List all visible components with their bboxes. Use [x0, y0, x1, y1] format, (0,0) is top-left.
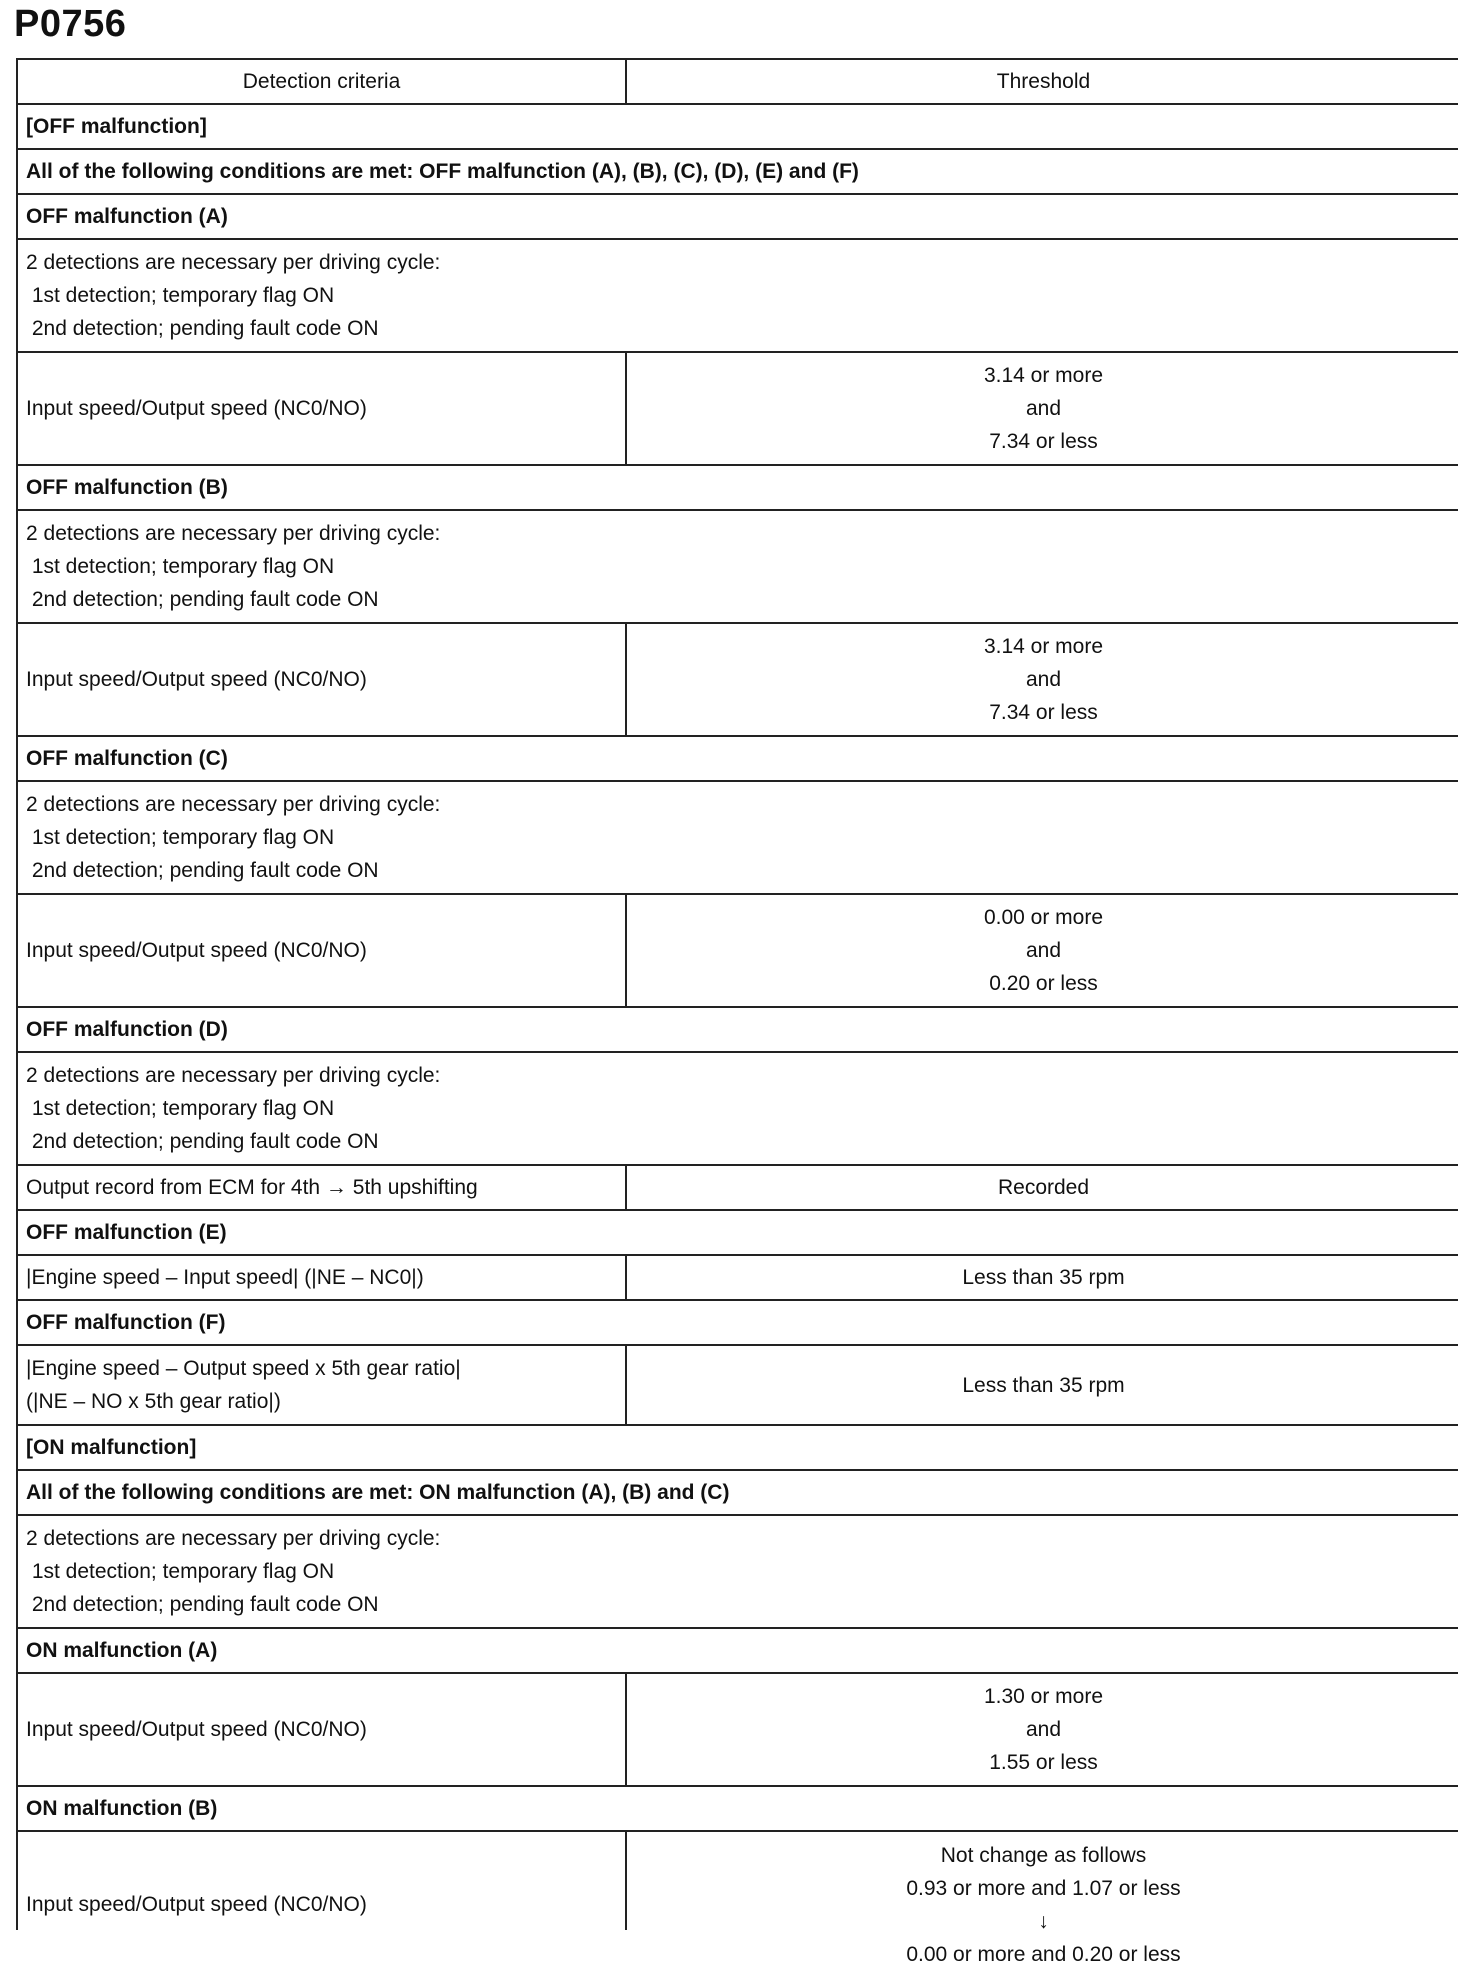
- criteria-cell-line: Input speed/Output speed (NC0/NO): [26, 668, 367, 691]
- threshold-cell-line: Not change as follows: [940, 1843, 1147, 1867]
- threshold-cell-line: Less than 35 rpm: [962, 1266, 1125, 1289]
- threshold-cell-line: and: [1025, 397, 1062, 420]
- section-header: OFF malfunction (A): [18, 195, 1460, 238]
- threshold-cell-line: and: [1025, 668, 1062, 691]
- threshold-cell-line: 0.93 or more and 1.07 or less: [906, 1876, 1181, 1900]
- detection-note-line: 2 detections are necessary per driving cycle:: [26, 793, 441, 816]
- threshold-cell-line: 0.20 or less: [989, 972, 1098, 995]
- detection-note-line: 1st detection; temporary flag ON: [26, 555, 335, 578]
- detection-note-line: 2nd detection; pending fault code ON: [26, 1130, 379, 1153]
- section-header: OFF malfunction (D): [18, 1008, 1460, 1051]
- detection-note: [18, 511, 1460, 622]
- criteria-cell-line: Output record from ECM for 4th → 5th upshifting: [26, 1176, 478, 1199]
- detection-note-line: 2 detections are necessary per driving cycle:: [26, 522, 441, 545]
- section-header: All of the following conditions are met: ON malfunction (A), (B) and (C): [18, 1471, 1460, 1514]
- detection-note: [18, 782, 1460, 893]
- section-header: All of the following conditions are met: OFF malfunction (A), (B), (C), (D), (E) and (F): [18, 150, 1460, 193]
- threshold-cell-line: 1.55 or less: [989, 1751, 1098, 1774]
- section-header: [ON malfunction]: [18, 1426, 1460, 1469]
- criteria-cell: [18, 1256, 625, 1299]
- criteria-cell: [18, 1346, 625, 1424]
- threshold-cell-line: 3.14 or more: [983, 364, 1104, 387]
- detection-note-line: 1st detection; temporary flag ON: [26, 1097, 335, 1120]
- detection-note: [18, 240, 1460, 351]
- criteria-cell-line: Input speed/Output speed (NC0/NO): [26, 1718, 367, 1741]
- threshold-cell-line: 7.34 or less: [989, 430, 1098, 453]
- threshold-cell-line: 1.30 or more: [983, 1685, 1104, 1708]
- threshold-cell-line: Recorded: [997, 1176, 1090, 1199]
- section-header: OFF malfunction (C): [18, 737, 1460, 780]
- criteria-cell: [18, 353, 625, 464]
- threshold-cell-line: and: [1025, 939, 1062, 962]
- threshold-cell-line: and: [1025, 1718, 1062, 1741]
- criteria-cell-line: |Engine speed – Input speed| (|NE – NC0|): [26, 1266, 424, 1289]
- threshold-cell: [627, 1832, 1460, 1977]
- detection-note-line: 1st detection; temporary flag ON: [26, 826, 335, 849]
- criteria-cell: [18, 895, 625, 1006]
- threshold-cell: [627, 1256, 1460, 1299]
- threshold-cell-line: Less than 35 rpm: [962, 1373, 1125, 1397]
- threshold-cell-line: 7.34 or less: [989, 701, 1098, 724]
- detection-note-line: 2nd detection; pending fault code ON: [26, 1593, 379, 1616]
- detection-note: [18, 1516, 1460, 1627]
- detection-note-line: 1st detection; temporary flag ON: [26, 284, 335, 307]
- detection-note-line: 2 detections are necessary per driving cycle:: [26, 1064, 441, 1087]
- threshold-cell-line: 3.14 or more: [983, 635, 1104, 658]
- criteria-cell-line: Input speed/Output speed (NC0/NO): [26, 1893, 367, 1916]
- threshold-cell-line: 0.00 or more and 0.20 or less: [906, 1942, 1181, 1966]
- section-header: OFF malfunction (B): [18, 466, 1460, 509]
- threshold-cell: [627, 1166, 1460, 1209]
- criteria-cell: [18, 1166, 625, 1209]
- detection-note-line: 2nd detection; pending fault code ON: [26, 317, 379, 340]
- threshold-cell-line: 0.00 or more: [983, 906, 1104, 929]
- detection-note-line: 2nd detection; pending fault code ON: [26, 859, 379, 882]
- column-header-criteria: Detection criteria: [18, 60, 625, 103]
- criteria-cell-line: (|NE – NO x 5th gear ratio|): [26, 1390, 281, 1413]
- threshold-cell: [627, 624, 1460, 735]
- threshold-cell: [627, 1674, 1460, 1785]
- section-header: OFF malfunction (F): [18, 1301, 1460, 1344]
- section-header: ON malfunction (B): [18, 1787, 1460, 1830]
- section-header: [OFF malfunction]: [18, 105, 1460, 148]
- threshold-cell: [627, 895, 1460, 1006]
- threshold-cell: [627, 1346, 1460, 1424]
- criteria-cell-line: |Engine speed – Output speed x 5th gear ratio|: [26, 1357, 461, 1380]
- criteria-cell-line: Input speed/Output speed (NC0/NO): [26, 397, 367, 420]
- detection-note-line: 2nd detection; pending fault code ON: [26, 588, 379, 611]
- criteria-cell-line: Input speed/Output speed (NC0/NO): [26, 939, 367, 962]
- criteria-cell: [18, 1674, 625, 1785]
- detection-note-line: 2 detections are necessary per driving cycle:: [26, 251, 441, 274]
- column-header-threshold: Threshold: [627, 60, 1460, 103]
- threshold-cell-line: ↓: [1038, 1909, 1049, 1933]
- criteria-cell: [18, 1832, 625, 1977]
- detection-note-line: 2 detections are necessary per driving cycle:: [26, 1527, 441, 1550]
- threshold-cell: [627, 353, 1460, 464]
- section-header: ON malfunction (A): [18, 1629, 1460, 1672]
- detection-criteria-table: [16, 58, 1458, 1966]
- dtc-code-title: P0756: [14, 3, 127, 45]
- criteria-cell: [18, 624, 625, 735]
- section-header: OFF malfunction (E): [18, 1211, 1460, 1254]
- detection-note: [18, 1053, 1460, 1164]
- detection-note-line: 1st detection; temporary flag ON: [26, 1560, 335, 1583]
